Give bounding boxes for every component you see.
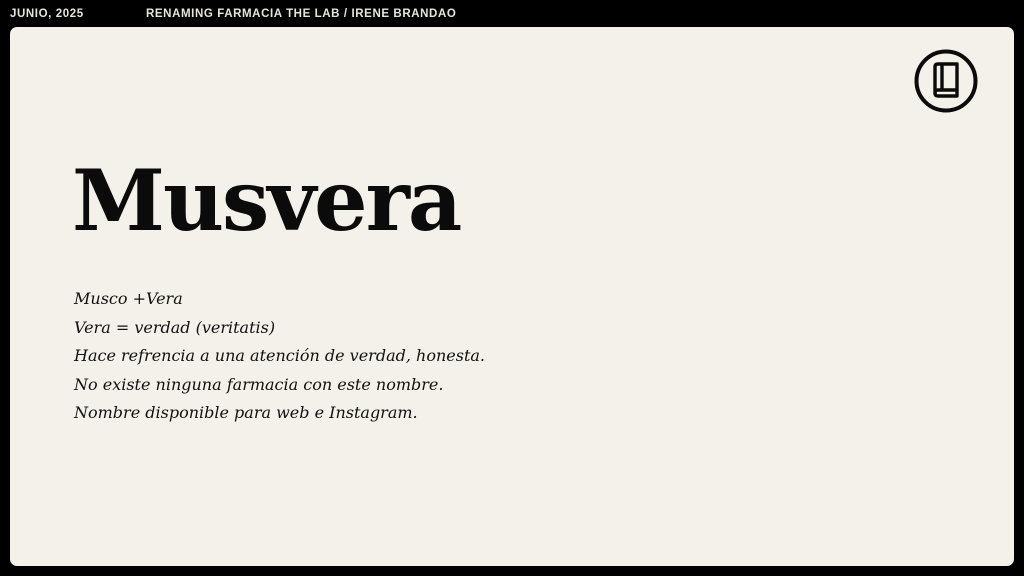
list-item: Nombre disponible para web e Instagram. [74,403,418,423]
top-bar [0,0,1024,28]
list-item: No existe ninguna farmacia con este nombre. [74,374,444,394]
book-icon [914,49,978,113]
list-item: Hace refrencia a una atención de verdad, honesta. [74,346,485,366]
date-label: JUNIO, 2025 [10,8,84,20]
list-item: Musco +Vera [74,289,183,308]
project-label: RENAMING FARMACIA THE LAB / IRENE BRANDAO [146,8,457,20]
slide-card [10,27,1014,566]
list-item: Vera = verdad (veritatis) [74,317,276,337]
notes-list [74,285,485,428]
slide-title: Musvera [72,151,461,250]
